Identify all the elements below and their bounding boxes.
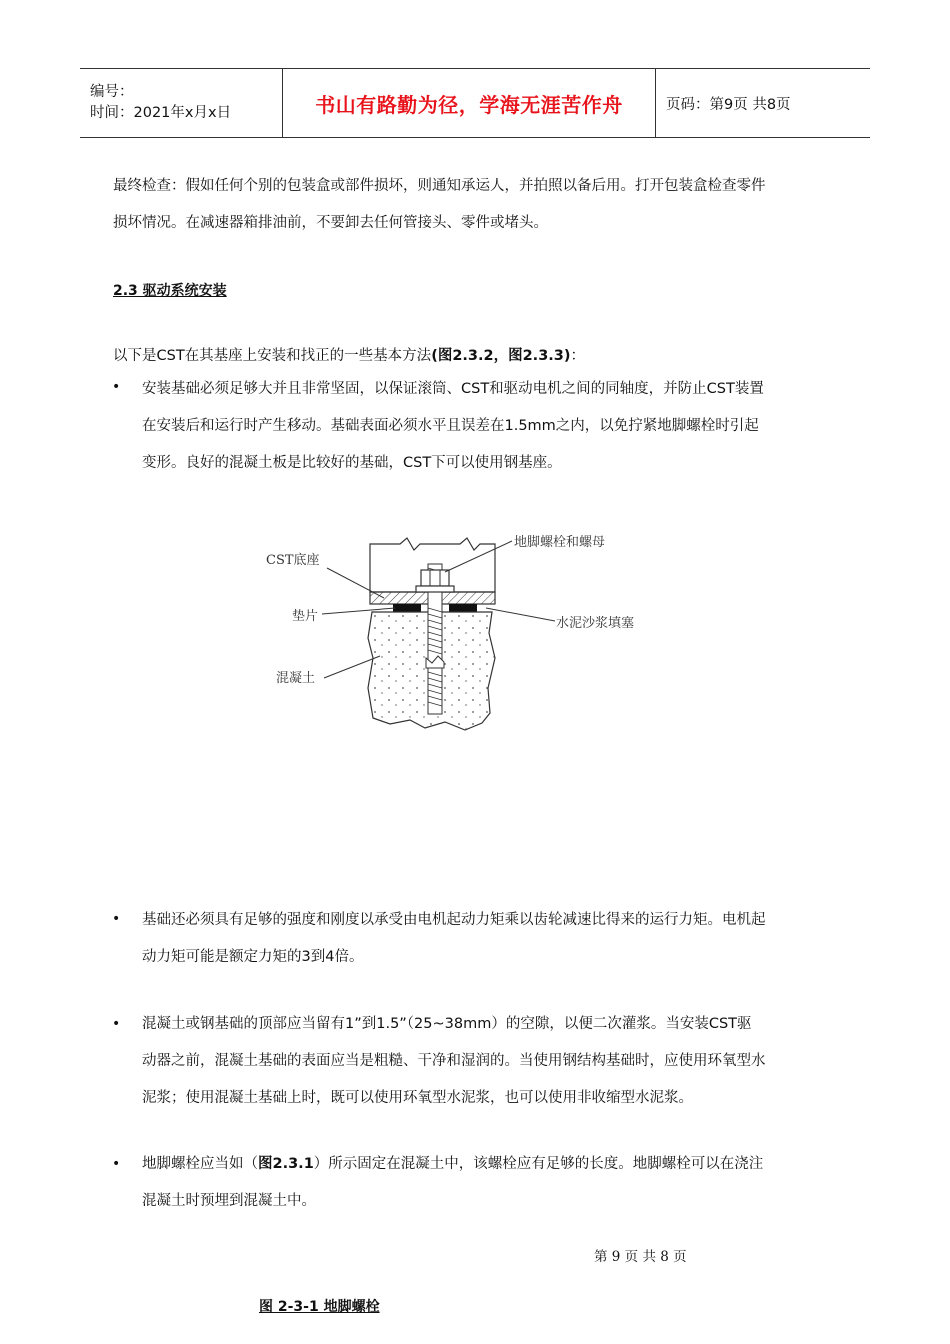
- bullet-line: 泥浆；使用混凝土基础上时，既可以使用环氧型水泥浆，也可以使用非收缩型水泥浆。: [142, 1090, 693, 1106]
- bullet-marker: •: [112, 1016, 121, 1032]
- bullet-line: 混凝土或钢基础的顶部应当留有1”到1.5”（25~38mm）的空隙，以便二次灌浆。当安装CST驱: [142, 1016, 752, 1032]
- bullet-paragraph-2: [142, 902, 766, 976]
- doc-time: 时间：2021年x月x日: [90, 105, 232, 121]
- page-footer: 第 9 页 共 8 页: [594, 1249, 687, 1265]
- bullet-line: 安装基础必须足够大并且非常坚固，以保证滚筒、CST和驱动电机之间的同轴度，并防止CST装置: [142, 381, 764, 397]
- anchor-bolt-diagram: [260, 528, 660, 748]
- label-anchor-bolt: 地脚螺栓和螺母: [514, 535, 606, 550]
- nut: [421, 570, 449, 586]
- bullet-line: 混凝土时预埋到混凝土中。: [142, 1193, 316, 1209]
- b4-pre: 地脚螺栓应当如（: [142, 1156, 258, 1172]
- lead-text: 以下是CST在其基座上安装和找正的一些基本方法: [113, 348, 432, 364]
- bullet-line: 变形。良好的混凝土板是比较好的基础，CST下可以使用钢基座。: [142, 455, 562, 471]
- header-motto: [282, 69, 656, 137]
- figure-ref-2-3-1: 图2.3.1: [258, 1156, 314, 1172]
- lead-figure-ref: (图2.3.2，图2.3.3): [431, 348, 571, 364]
- label-grout: 水泥沙浆填塞: [556, 616, 635, 631]
- label-concrete: 混凝土: [276, 671, 316, 686]
- intro-paragraph: [113, 168, 766, 242]
- page-header: [80, 68, 870, 138]
- bullet-marker: •: [112, 911, 121, 927]
- shim-right: [449, 604, 477, 612]
- header-page-info: [656, 69, 870, 137]
- section-heading: 2.3 驱动系统安装: [113, 283, 227, 299]
- figure-caption: 图 2-3-1 地脚螺栓: [259, 1299, 380, 1315]
- bullet-marker: •: [112, 1156, 121, 1172]
- lead-paragraph: [113, 338, 585, 375]
- bullet-paragraph-3: [142, 1006, 766, 1117]
- intro-line: 损坏情况。在减速器箱排油前，不要卸去任何管接头、零件或堵头。: [113, 215, 548, 231]
- lead-tail: ：: [570, 348, 586, 364]
- b4-post: ）所示固定在混凝土中，该螺栓应有足够的长度。地脚螺栓可以在浇注: [313, 1156, 764, 1172]
- motto-text: 书山有路勤为径，学海无涯苦作舟: [315, 92, 623, 117]
- bullet-line: 基础还必须具有足够的强度和刚度以承受由电机起动力矩乘以齿轮减速比得来的运行力矩。电机起: [142, 912, 766, 928]
- doc-number: 编号：: [90, 84, 134, 100]
- label-shim: 垫片: [292, 609, 319, 624]
- header-left: [80, 69, 282, 137]
- bullet-line: [142, 1146, 763, 1183]
- intro-line: 最终检查：假如任何个别的包装盒或部件损坏，则通知承运人，并拍照以备后用。打开包装盒检查零件: [113, 178, 766, 194]
- washer: [416, 586, 454, 592]
- bullet-paragraph-4: [142, 1146, 763, 1220]
- bullet-line: 在安装后和运行时产生移动。基础表面必须水平且误差在1.5mm之内，以免拧紧地脚螺栓时引起: [142, 418, 759, 434]
- shim-left: [393, 604, 421, 612]
- bullet-paragraph-1: [142, 371, 764, 482]
- page-info-text: 页码：第9页 共8页: [666, 96, 791, 113]
- bullet-line: 动力矩可能是额定力矩的3到4倍。: [142, 949, 364, 965]
- bullet-line: 动器之前，混凝土基础的表面应当是粗糙、干净和湿润的。当使用钢结构基础时，应使用环氧型水: [142, 1053, 766, 1069]
- bullet-marker: •: [112, 379, 121, 395]
- label-cst-base: CST底座: [266, 553, 320, 568]
